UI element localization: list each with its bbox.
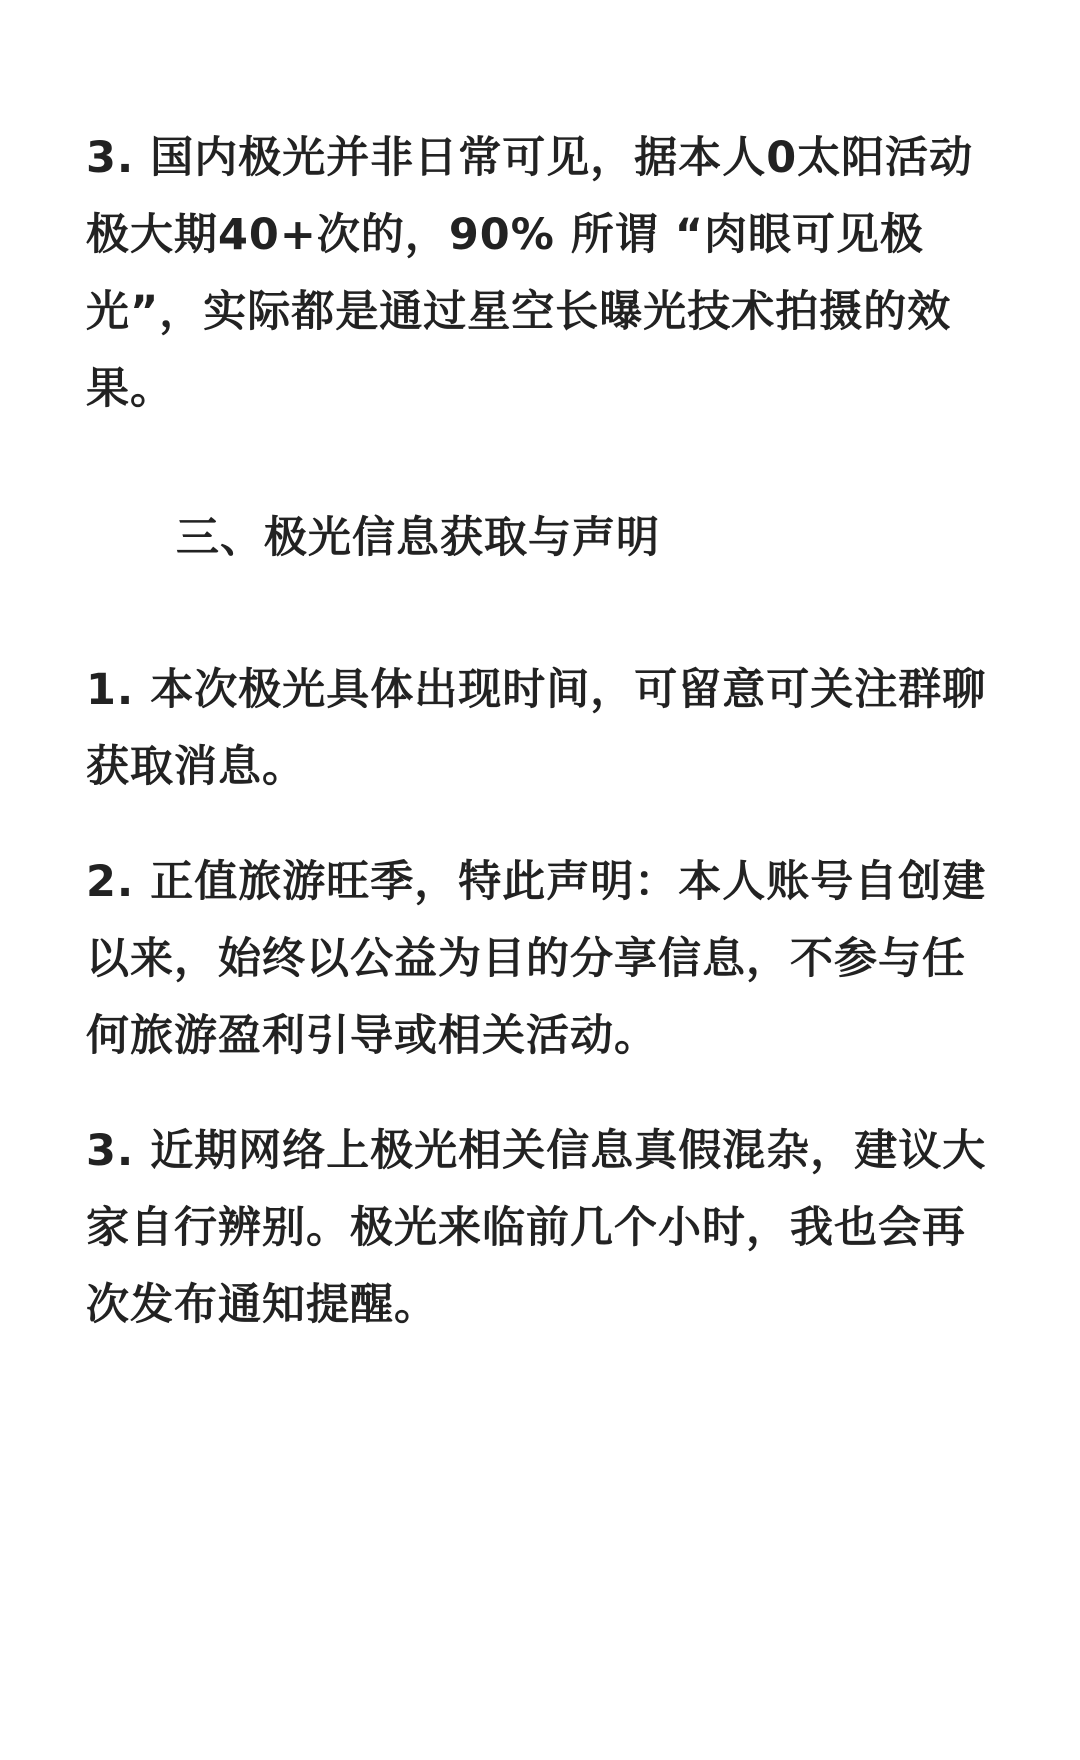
info-paragraph-2: 2. 正值旅游旺季，特此声明：本人账号自创建以来，始终以公益为目的分享信息，不参与任何旅游盈利引导或相关活动。 — [86, 857, 987, 1061]
info-paragraph-1: 1. 本次极光具体出现时间，可留意可关注群聊获取消息。 — [86, 665, 987, 792]
section-heading: 三、极光信息获取与声明 — [176, 513, 660, 563]
aurora-visibility-paragraph: 3. 国内极光并非日常可见，据本人0太阳活动极大期40+次的，90% 所谓 “肉眼可见极光”，实际都是通过星空长曝光技术拍摄的效果。 — [86, 133, 974, 414]
info-paragraph-3: 3. 近期网络上极光相关信息真假混杂，建议大家自行辨别。极光来临前几个小时，我也会再次发布通知提醒。 — [86, 1126, 987, 1330]
